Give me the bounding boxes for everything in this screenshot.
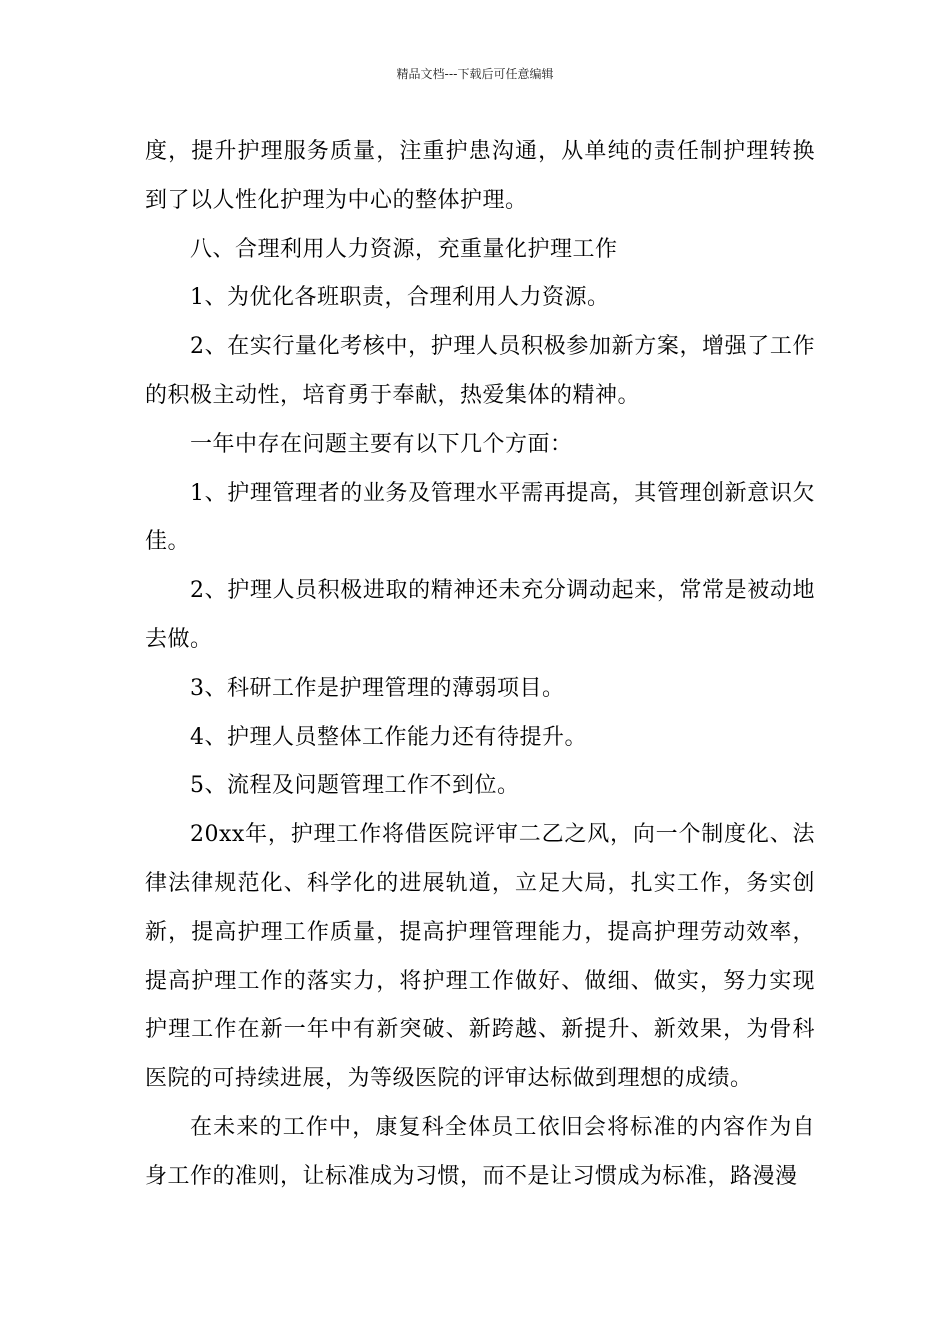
page-header: 精品文档---下载后可任意编辑 [396, 67, 554, 81]
problem-item-4: 4、护理人员整体工作能力还有待提升。 [190, 724, 587, 750]
problem-item-5: 5、流程及问题管理工作不到位。 [190, 773, 520, 799]
problem-item-1: 1、护理管理者的业务及管理水平需再提高，其管理创新意识欠佳。 [145, 480, 815, 555]
list-item-1: 1、为优化各班职责，合理利用人力资源。 [190, 285, 610, 311]
problem-item-2: 2、护理人员积极进取的精神还未充分调动起来，常常是被动地去做。 [145, 578, 815, 652]
plan-paragraph: 20xx年，护理工作将借医院评审二乙之风，向一个制度化、法律法律规范化、科学化的进展轨道，立足大局，扎实工作，务实创新，提高护理工作质量，提高护理管理能力，提高护理劳动效率，提高护理工作的落实力，将护理工作做好、做细、做实，努力实现护理工作在新一年中有新突破、新跨越、新提升、新效果，为骨科医院的可持续进展，为等级医院的评审达标做到理想的成绩。 [145, 822, 815, 1092]
problem-item-3: 3、科研工作是护理管理的薄弱项目。 [190, 675, 565, 701]
problems-intro: 一年中存在问题主要有以下几个方面： [190, 431, 573, 457]
list-item-2: 2、在实行量化考核中，护理人员积极参加新方案，增强了工作的积极主动性，培育勇于奉献，热爱集体的精神。 [145, 334, 815, 408]
section-heading-8: 八、合理利用人力资源，充重量化护理工作 [190, 236, 618, 262]
paragraph-1: 度，提升护理服务质量，注重护患沟通，从单纯的责任制护理转换到了以人性化护理为中心的整体护理。 [145, 139, 815, 213]
closing-paragraph: 在未来的工作中，康复科全体员工依旧会将标准的内容作为自身工作的准则，让标准成为习惯，而不是让习惯成为标准，路漫漫 [145, 1114, 815, 1189]
document-body [145, 128, 815, 1202]
